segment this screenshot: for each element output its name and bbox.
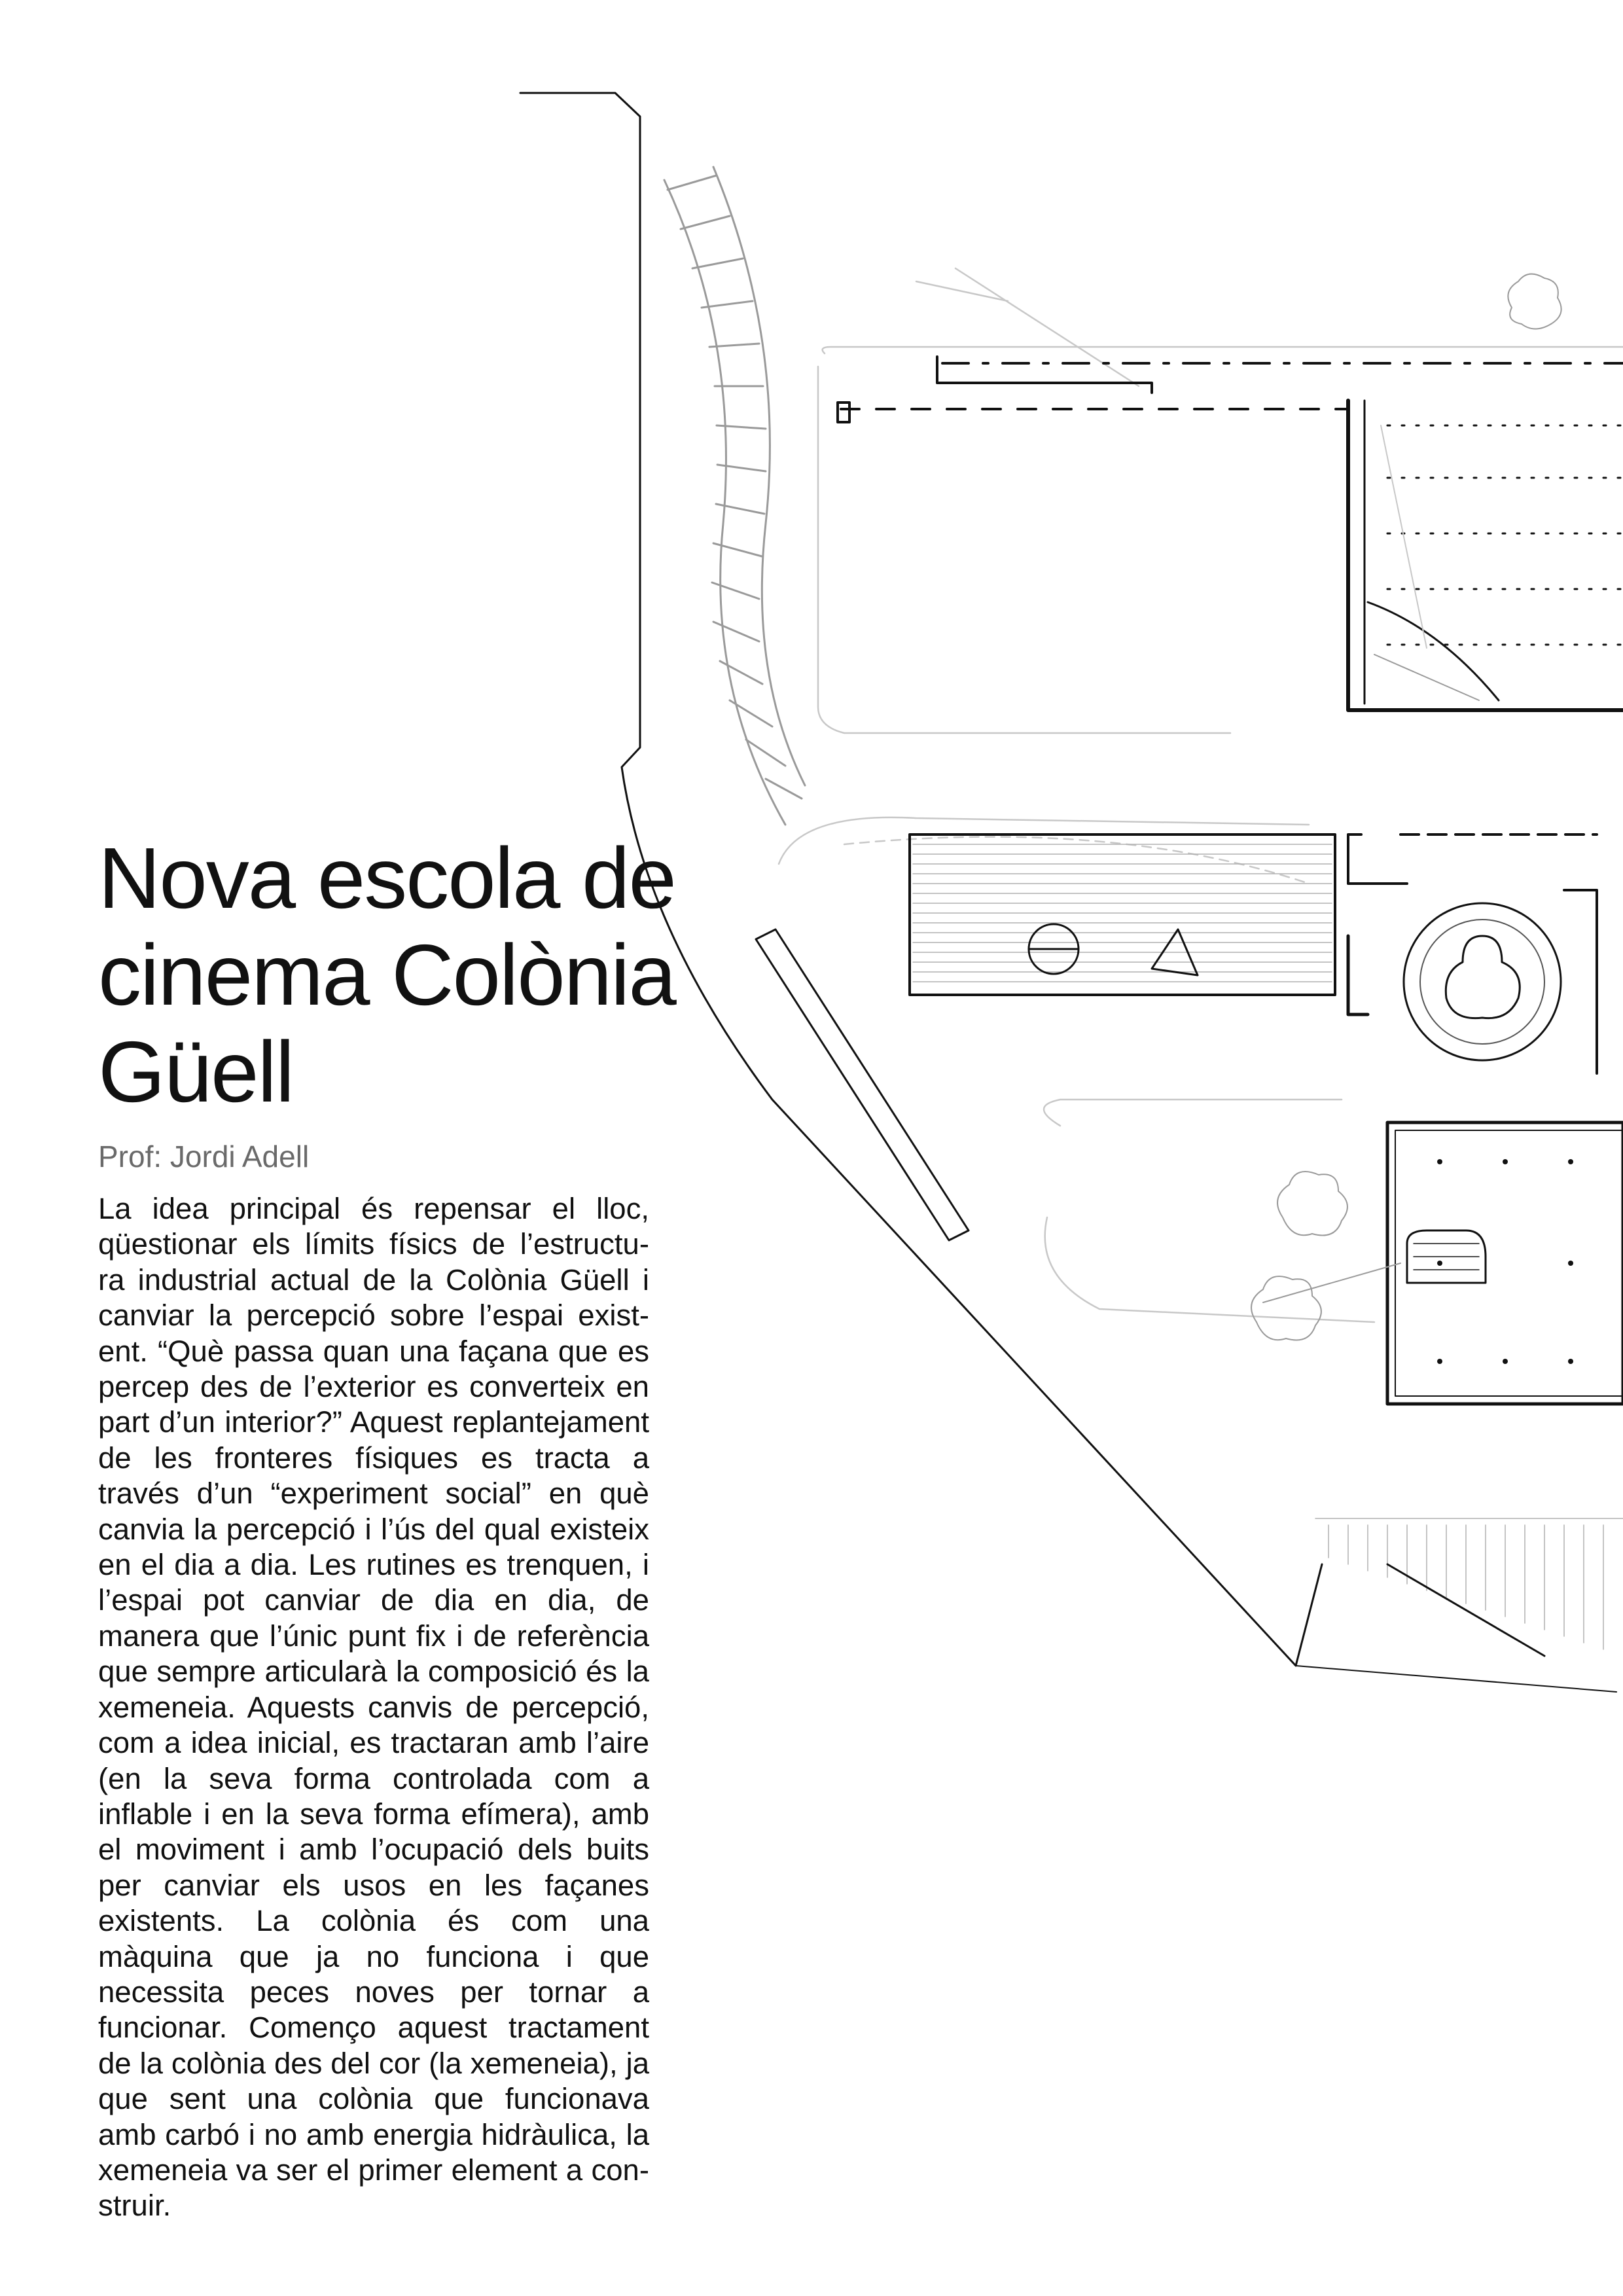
site-boundary-lower	[1296, 1666, 1616, 1692]
body-paragraph: La idea principal és repensar el lloc, qüestionar els límits físics de l’estructu- ra industrial actual de la Colònia Güell i canviar la percepció sobre l’espai exist- ent. “Què passa quan una façana que es percep des de l’exterior es converteix en part d’un interior?” Aquest replantejament de les fronteres físiques es tracta a través d’un “experiment social” en què canvia la percepció i l’ús del qual existeix en el dia a dia. Les rutines es trenquen, i l’espai pot canviar de dia en dia, de manera que l’únic punt fix i de referència que sempre articularà la composició és la xemeneia. Aquests canvis de percepció, com a idea inicial, es tractaran amb l’aire (en la seva forma controlada com a inflable i en la seva forma efímera), amb el moviment i amb l’ocupació dels buits per canviar els usos en les façanes existents. La colònia és com una màquina que ja no funciona i que necessita peces noves per tornar a funcionar. Començo aquest tractament de la colònia des del cor (la xemeneia), ja que sent una colònia que funcionava amb carbó i no amb energia hidràulica, la xemeneia va ser el primer element a con- struir.	[98, 1192, 649, 2223]
curved-ramp	[664, 167, 805, 825]
title-line-3: Güell	[98, 1024, 294, 1120]
article-title	[98, 830, 675, 1121]
title-line-1: Nova escola de	[98, 830, 675, 926]
author-byline: Prof: Jordi Adell	[98, 1139, 310, 1174]
hall-building	[1348, 401, 1623, 710]
chimney-plaza	[1348, 834, 1597, 1073]
striped-building	[910, 834, 1335, 995]
title-line-2: cinema Colònia	[98, 927, 675, 1023]
